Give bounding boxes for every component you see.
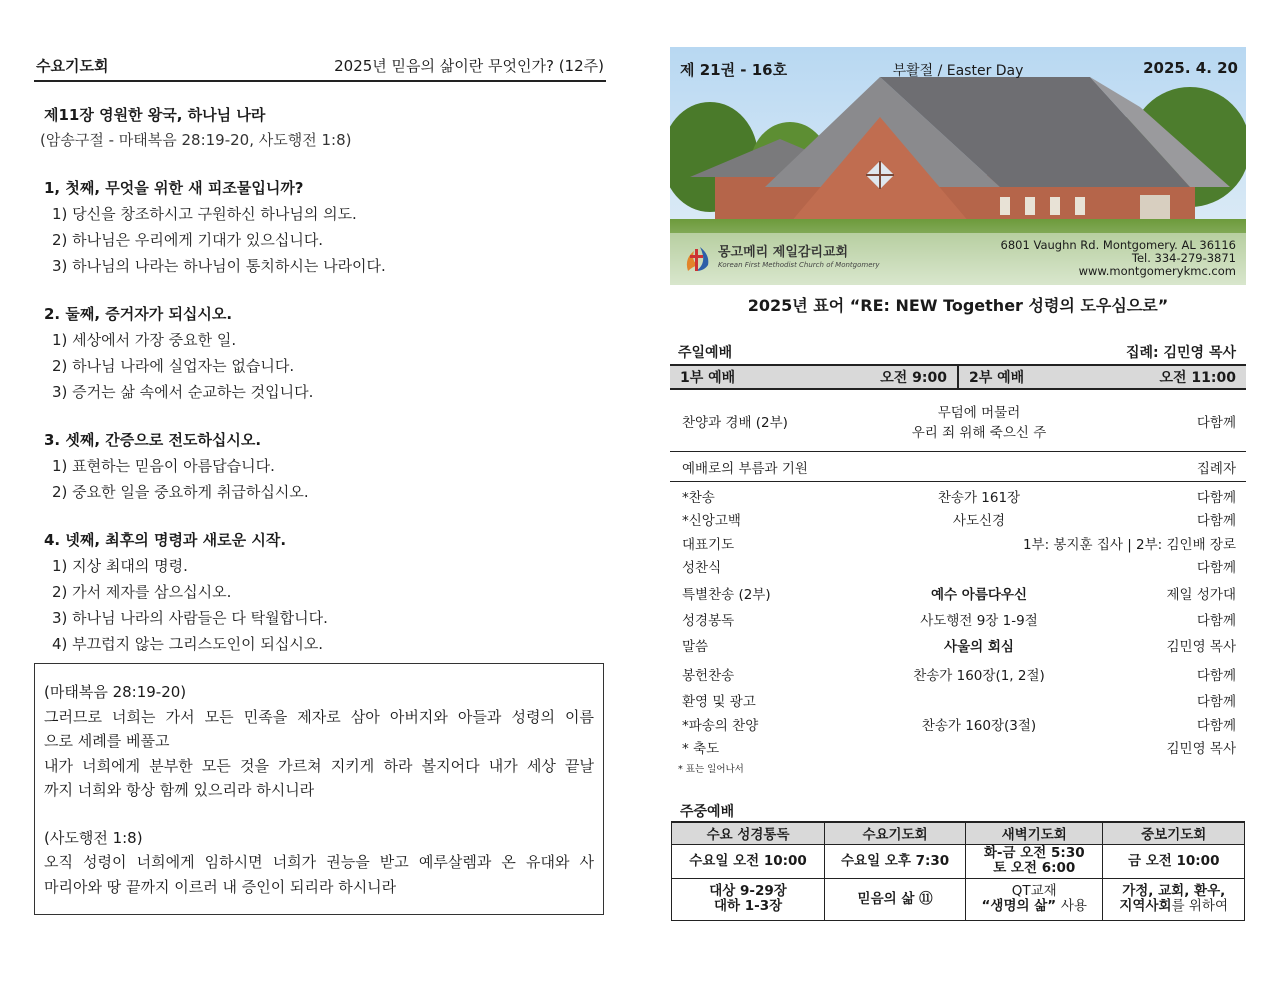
table-row	[672, 844, 1245, 878]
section-item: 1) 세상에서 가장 중요한 일.	[52, 331, 237, 349]
annual-motto: 2025년 표어 “RE: NEW Together 성령의 도우심으로”	[747, 296, 1169, 315]
bulletin-date: 2025. 4. 20	[1143, 59, 1238, 77]
table-header: 수요 성경통독	[672, 822, 825, 844]
worship-item-content: 찬송가 161장	[937, 489, 1021, 506]
worship-item-label: 말씀	[682, 639, 709, 655]
service-times-bar	[670, 364, 1246, 390]
left-header-series: 2025년 믿음의 삶이란 무엇인가? (12주)	[334, 57, 604, 75]
worship-item-label: 환영 및 광고	[682, 694, 756, 711]
church-banner	[670, 47, 1246, 285]
scripture-line: 그러므로 너희는 가서 모든 민족을 제자로 삼아 아버지와 아들과 성령의 이름	[44, 707, 594, 726]
section-item: 3) 하나님 나라의 사람들은 다 탁월합니다.	[52, 609, 328, 627]
first-service-time: 오전 9:00	[880, 370, 947, 386]
section-item: 1) 당신을 창조하시고 구원하신 하나님의 의도.	[52, 205, 357, 223]
scripture-ref: (사도행전 1:8)	[44, 828, 143, 847]
left-header	[34, 52, 606, 82]
memory-verse: (암송구절 - 마태복음 28:19-20, 사도행전 1:8)	[40, 131, 352, 149]
volume-number: 제 21권 - 16호	[680, 61, 788, 79]
table-row	[672, 878, 1245, 920]
first-service-label: 1부 예배	[680, 370, 736, 386]
chapter-title: 제11장 영원한 왕국, 하나님 나라	[44, 106, 266, 124]
section-item: 3) 하나님의 나라는 하나님이 통치하시는 나라이다.	[52, 257, 386, 275]
table-cell: 가정, 교회, 환우, 지역사회를 위하여	[1103, 878, 1245, 920]
worship-row	[670, 631, 1246, 660]
worship-row	[670, 578, 1246, 607]
worship-item-content: 찬송가 160장(3절)	[921, 717, 1037, 734]
scripture-line: 내가 너희에게 분부한 모든 것을 가르쳐 지키게 하라 볼지어다 내가 세상 끝날	[44, 756, 594, 775]
section-item: 1) 지상 최대의 명령.	[52, 557, 188, 575]
table-header: 새벽기도회	[966, 822, 1103, 844]
church-address	[1001, 239, 1236, 278]
second-service-label: 2부 예배	[969, 370, 1025, 386]
worship-item-content: 사울의 회심	[944, 639, 1014, 655]
church-logo	[682, 243, 880, 275]
church-name-korean: 몽고메리 제일감리교회	[718, 245, 849, 260]
worship-row: 찬양과 경배 (2부) 무덤에 머물러 우리 죄 위해 죽으신 주 다함께	[670, 390, 1246, 452]
sunday-service-header	[670, 342, 1246, 364]
second-service-time: 오전 11:00	[1159, 370, 1236, 386]
worship-item-leader: 다함께	[1196, 489, 1236, 506]
section-item: 2) 가서 제자를 삼으십시오.	[52, 583, 232, 601]
section-title: 3. 셋째, 간증으로 전도하십시오.	[44, 431, 262, 449]
praise-song: 무덤에 머물러	[937, 404, 1021, 421]
section-title: 2. 둘째, 증거자가 되십시오.	[44, 305, 233, 323]
worship-item-leader: 다함께	[1196, 717, 1236, 734]
worship-item-leader: 김민영 목사	[1166, 741, 1236, 758]
worship-item-content: 사도행전 9장 1-9절	[920, 612, 1038, 629]
phone-line: Tel. 334-279-3871	[1131, 251, 1236, 265]
worship-item-content: 찬송가 160장(1, 2절)	[913, 668, 1045, 684]
officiant: 집례: 김민영 목사	[1125, 345, 1236, 361]
worship-item-leader: 다함께	[1196, 612, 1236, 629]
right-page	[670, 47, 1246, 921]
worship-item-label: *찬송	[682, 489, 715, 506]
worship-item-leader: 제일 성가대	[1166, 586, 1236, 603]
cross-flame-icon	[682, 243, 712, 275]
table-cell: 금 오전 10:00	[1103, 844, 1245, 878]
table-cell: QT교재 “생명의 삶” 사용	[966, 878, 1103, 920]
scripture-ref: (마태복음 28:19-20)	[44, 683, 187, 701]
worship-item-content: 사도신경	[952, 513, 1006, 530]
table-header: 중보기도회	[1103, 822, 1245, 844]
worship-row	[670, 736, 1246, 760]
section-item: 2) 중요한 일을 중요하게 취급하십시오.	[52, 483, 309, 501]
worship-row	[670, 660, 1246, 689]
table-cell: 수요일 오후 7:30	[825, 844, 966, 878]
worship-row	[670, 484, 1246, 508]
sunday-service-title: 주일예배	[678, 345, 733, 361]
order-of-worship	[670, 390, 1246, 775]
section-item: 2) 하나님은 우리에게 기대가 있으십니다.	[52, 231, 324, 249]
worship-item-label: * 축도	[682, 741, 720, 758]
worship-item-label: 성경봉독	[682, 612, 735, 629]
table-cell: 화-금 오전 5:30 토 오전 6:00	[966, 844, 1103, 878]
worship-row: 예배로의 부름과 기원 집례자	[670, 452, 1246, 482]
worship-row	[670, 508, 1246, 532]
table-cell: 믿음의 삶 ⑪	[825, 878, 966, 920]
worship-row	[670, 531, 1246, 555]
worship-row	[670, 689, 1246, 713]
section-item: 1) 표현하는 믿음이 아름답습니다.	[52, 457, 275, 475]
worship-row	[670, 712, 1246, 736]
worship-item-label: *파송의 찬양	[682, 717, 759, 734]
worship-item-leader: 다함께	[1196, 513, 1236, 530]
worship-item-leader: 김민영 목사	[1166, 639, 1236, 655]
worship-item-label: 봉헌찬송	[682, 668, 735, 684]
occasion: 부활절 / Easter Day	[892, 63, 1024, 79]
section-title: 1, 첫째, 무엇을 위한 새 피조물입니까?	[44, 179, 304, 197]
section-item: 2) 하나님 나라에 실업자는 없습니다.	[52, 357, 295, 375]
address-line: 6801 Vaughn Rd. Montgomery. AL 36116	[1000, 238, 1236, 252]
worship-item-label: 대표기도	[682, 536, 735, 553]
worship-row	[670, 555, 1246, 579]
worship-row	[670, 607, 1246, 631]
praise-song: 우리 죄 위해 죽으신 주	[911, 424, 1047, 441]
table-cell: 대상 9-29장 대하 1-3장	[672, 878, 825, 920]
scripture-line: 마리아와 땅 끝까지 이르러 내 증인이 되리라 하시니라	[44, 877, 397, 896]
worship-item-leader: 다함께	[1196, 668, 1236, 684]
worship-item-label: 특별찬송 (2부)	[682, 586, 771, 603]
section-title: 4. 넷째, 최후의 명령과 새로운 시작.	[44, 531, 287, 549]
left-header-title: 수요기도회	[36, 57, 109, 75]
scripture-line: 으로 세례를 베풀고	[44, 732, 170, 750]
weekday-service-table	[671, 821, 1245, 921]
worship-item-leader: 다함께	[1196, 560, 1236, 577]
scripture-line: 오직 성령이 너희에게 임하시면 너희가 권능을 받고 예루살렘과 온 유대와 사	[44, 853, 594, 871]
worship-item-leader: 1부: 봉지훈 집사 | 2부: 김인배 장로	[1022, 536, 1236, 553]
section-item: 4) 부끄럽지 않는 그리스도인이 되십시오.	[52, 635, 324, 653]
weekday-service-title: 주중예배	[680, 804, 735, 820]
section-item: 3) 증거는 삶 속에서 순교하는 것입니다.	[52, 383, 314, 401]
church-name-english: Korean First Methodist Church of Montgomery	[718, 261, 880, 269]
standing-note: * 표는 일어나서	[678, 764, 744, 775]
table-header: 수요기도회	[825, 822, 966, 844]
worship-item-content: 예수 아름다우신	[931, 586, 1027, 603]
worship-item-label: 성찬식	[682, 560, 722, 577]
scripture-box	[34, 663, 604, 915]
website-link[interactable]: www.montgomerykmc.com	[1078, 264, 1236, 278]
table-cell: 수요일 오전 10:00	[672, 844, 825, 878]
worship-item-label: *신앙고백	[682, 513, 741, 530]
left-page	[34, 52, 606, 654]
scripture-line: 까지 너희와 항상 함께 있으리라 하시니라	[44, 781, 315, 799]
worship-item-leader: 다함께	[1196, 694, 1236, 711]
